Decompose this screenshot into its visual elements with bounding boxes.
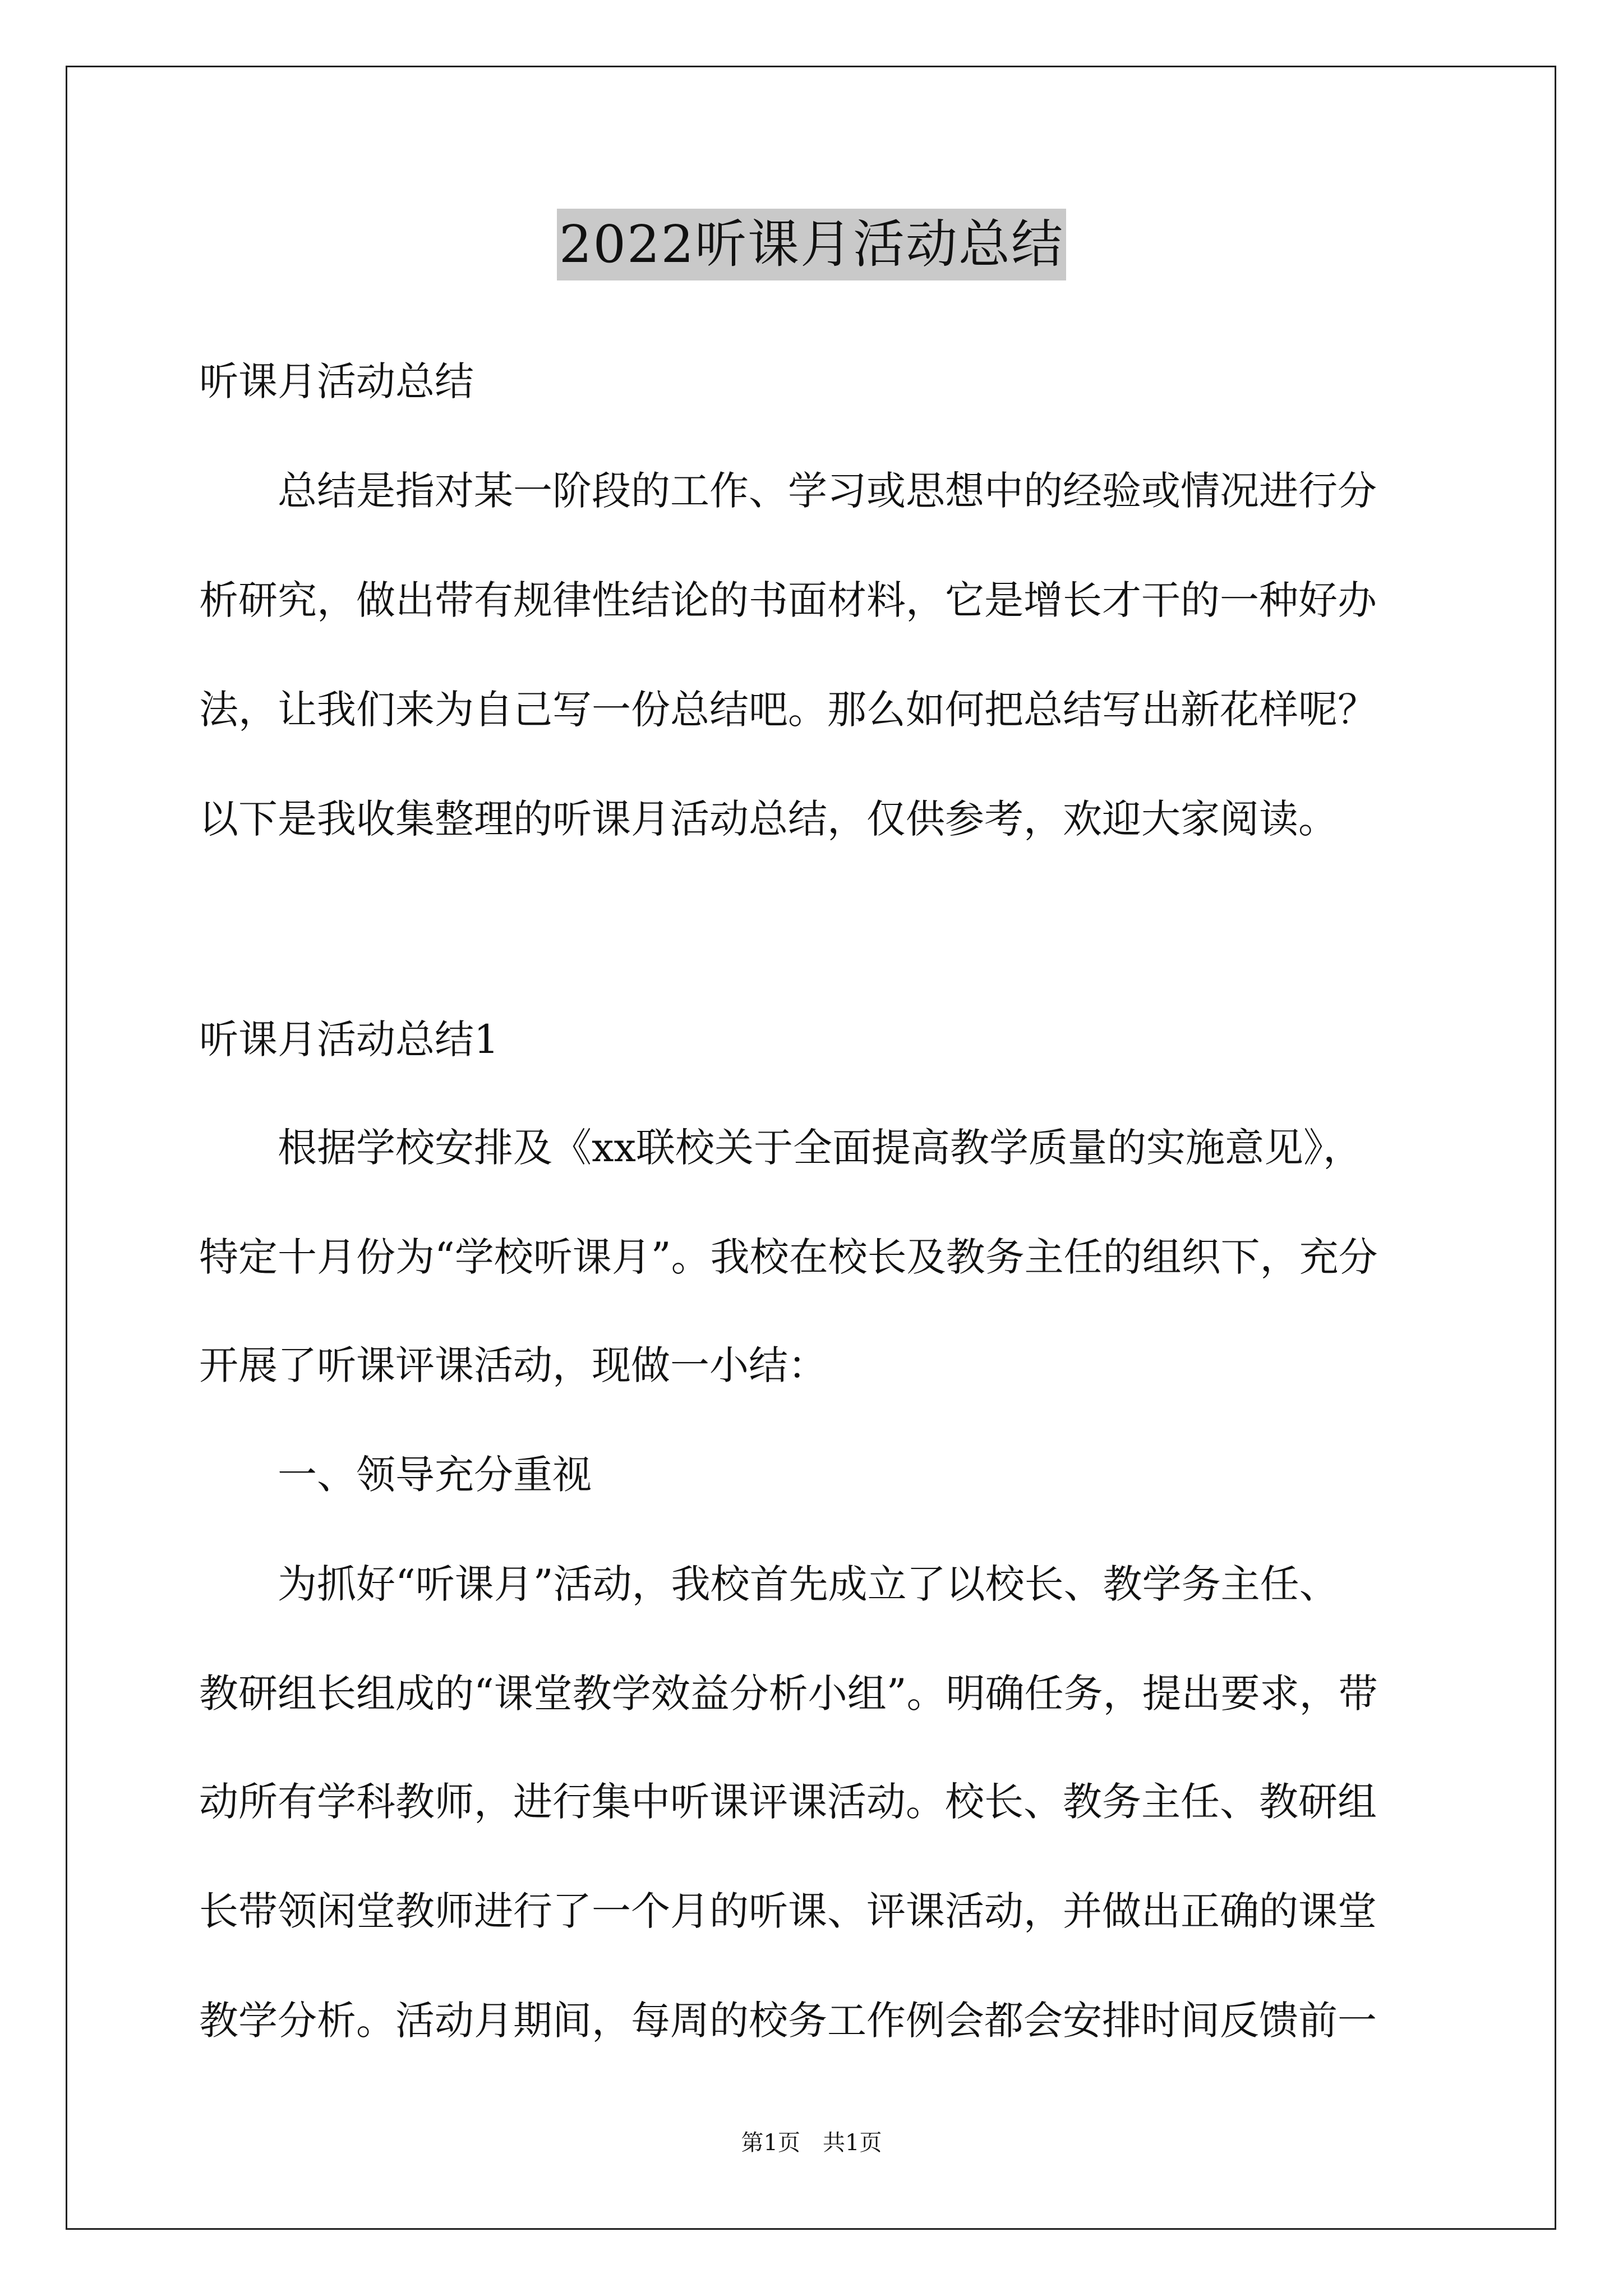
paragraph-line: 教研组长组成的“课堂教学效益分析小组”。明确任务，提出要求，带 [199, 1671, 1378, 1717]
page-footer: 第1页 共1页 [741, 2130, 882, 2156]
paragraph-line: 长带领闲堂教师进行了一个月的听课、评课活动，并做出正确的课堂 [199, 1888, 1377, 1934]
section-heading: 听课月活动总结 [199, 358, 474, 404]
paragraph-line: 总结是指对某一阶段的工作、学习或思想中的经验或情况进行分 [278, 468, 1377, 514]
paragraph-line: 析研究，做出带有规律性结论的书面材料，它是增长才干的一种好办 [199, 577, 1377, 623]
title-container [0, 209, 1623, 280]
paragraph-line: 动所有学科教师，进行集中听课评课活动。校长、教务主任、教研组 [199, 1779, 1377, 1825]
paragraph-line: 特定十月份为“学校听课月”。我校在校长及教务主任的组织下，充分 [199, 1234, 1378, 1280]
subsection-heading: 一、领导充分重视 [278, 1452, 592, 1498]
document-title: 2022听课月活动总结 [557, 209, 1066, 280]
paragraph-line: 开展了听课评课活动，现做一小结： [199, 1342, 827, 1388]
section-heading: 听课月活动总结1 [199, 1016, 499, 1062]
paragraph-line: 为抓好“听课月”活动，我校首先成立了以校长、教学务主任、 [278, 1561, 1339, 1607]
paragraph-line: 以下是我收集整理的听课月活动总结，仅供参考，欢迎大家阅读。 [199, 796, 1338, 842]
paragraph-line: 根据学校安排及《xx联校关于全面提高教学质量的实施意见》， [278, 1125, 1362, 1171]
paragraph-line: 法，让我们来为自己写一份总结吧。那么如何把总结写出新花样呢？ [199, 687, 1377, 733]
paragraph-line: 教学分析。活动月期间，每周的校务工作例会都会安排时间反馈前一 [199, 1998, 1377, 2044]
